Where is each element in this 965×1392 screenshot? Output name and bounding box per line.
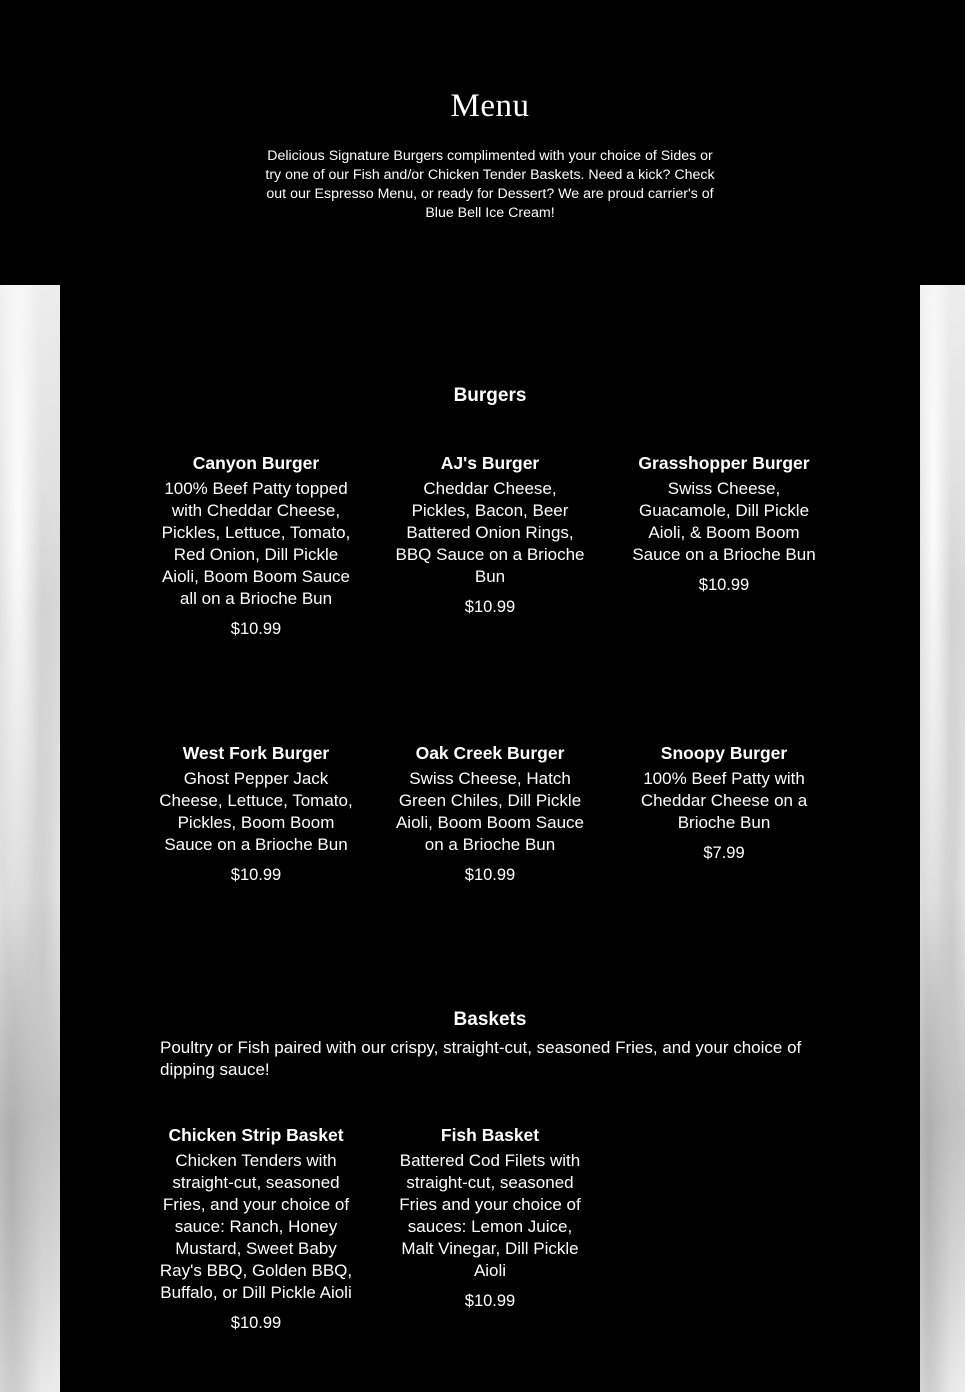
menu-item-ajs-burger — [392, 452, 588, 618]
item-name: Oak Creek Burger — [415, 743, 565, 763]
item-name: West Fork Burger — [182, 743, 330, 763]
menu-content — [60, 285, 920, 1392]
page-title: Menu — [450, 88, 530, 124]
item-name: Chicken Strip Basket — [168, 1125, 344, 1145]
menu-item-fish-basket — [392, 1124, 588, 1312]
item-name: Grasshopper Burger — [638, 453, 810, 473]
item-price: $10.99 — [464, 1292, 516, 1310]
item-description: Ghost Pepper Jack Cheese, Lettuce, Tomato, Pickles, Boom Boom Sauce on a Brioche Bun — [159, 769, 353, 854]
item-name: Canyon Burger — [192, 453, 320, 473]
item-name: Snoopy Burger — [660, 743, 788, 763]
item-description: Cheddar Cheese, Pickles, Bacon, Beer Battered Onion Rings, BBQ Sauce on a Brioche Bun — [395, 479, 585, 586]
menu-item-chicken-strip-basket — [158, 1124, 354, 1334]
item-description: Battered Cod Filets with straight-cut, seasoned Fries and your choice of sauces: Lemon Juice, Malt Vinegar, Dill Pickle Aioli — [399, 1151, 581, 1280]
item-description: 100% Beef Patty with Cheddar Cheese on a Brioche Bun — [640, 769, 808, 832]
item-description: 100% Beef Patty topped with Cheddar Cheese, Pickles, Lettuce, Tomato, Red Onion, Dill Pickle Aioli, Boom Boom Sauce all on a Brioche Bun — [161, 479, 351, 608]
menu-header — [0, 0, 965, 285]
item-price: $10.99 — [230, 620, 282, 638]
item-description: Swiss Cheese, Hatch Green Chiles, Dill Pickle Aioli, Boom Boom Sauce on a Brioche Bun — [395, 769, 585, 854]
item-price: $10.99 — [464, 598, 516, 616]
menu-item-grasshopper-burger — [626, 452, 822, 596]
item-description: Chicken Tenders with straight-cut, seasoned Fries, and your choice of sauce: Ranch, Honey Mustard, Sweet Baby Ray's BBQ, Golden BBQ, Buffalo, or Dill Pickle Aioli — [159, 1151, 353, 1302]
section-title-baskets: Baskets — [453, 1009, 527, 1030]
item-price: $10.99 — [230, 1314, 282, 1332]
item-name: Fish Basket — [440, 1125, 540, 1145]
item-price: $10.99 — [698, 576, 750, 594]
marble-background-right — [920, 285, 965, 1392]
section-description-baskets: Poultry or Fish paired with our crispy, straight-cut, seasoned Fries, and your choice of dipping sauce! — [160, 1038, 802, 1079]
menu-item-canyon-burger — [158, 452, 354, 640]
menu-intro: Delicious Signature Burgers complimented with your choice of Sides or try one of our Fish and/or Chicken Tender Baskets. Need a kick? Check out our Espresso Menu, or ready for Dessert? We are proud carrier's of Blue Bell Ice Cream! — [265, 148, 715, 221]
menu-item-oak-creek-burger — [392, 742, 588, 886]
section-title-burgers: Burgers — [453, 385, 527, 406]
menu-item-west-fork-burger — [158, 742, 354, 886]
item-price: $7.99 — [703, 844, 745, 862]
item-description: Swiss Cheese, Guacamole, Dill Pickle Aioli, & Boom Boom Sauce on a Brioche Bun — [632, 479, 816, 564]
item-price: $10.99 — [464, 866, 516, 884]
item-name: AJ's Burger — [440, 453, 540, 473]
marble-background-left — [0, 285, 60, 1392]
menu-item-snoopy-burger — [626, 742, 822, 864]
item-price: $10.99 — [230, 866, 282, 884]
